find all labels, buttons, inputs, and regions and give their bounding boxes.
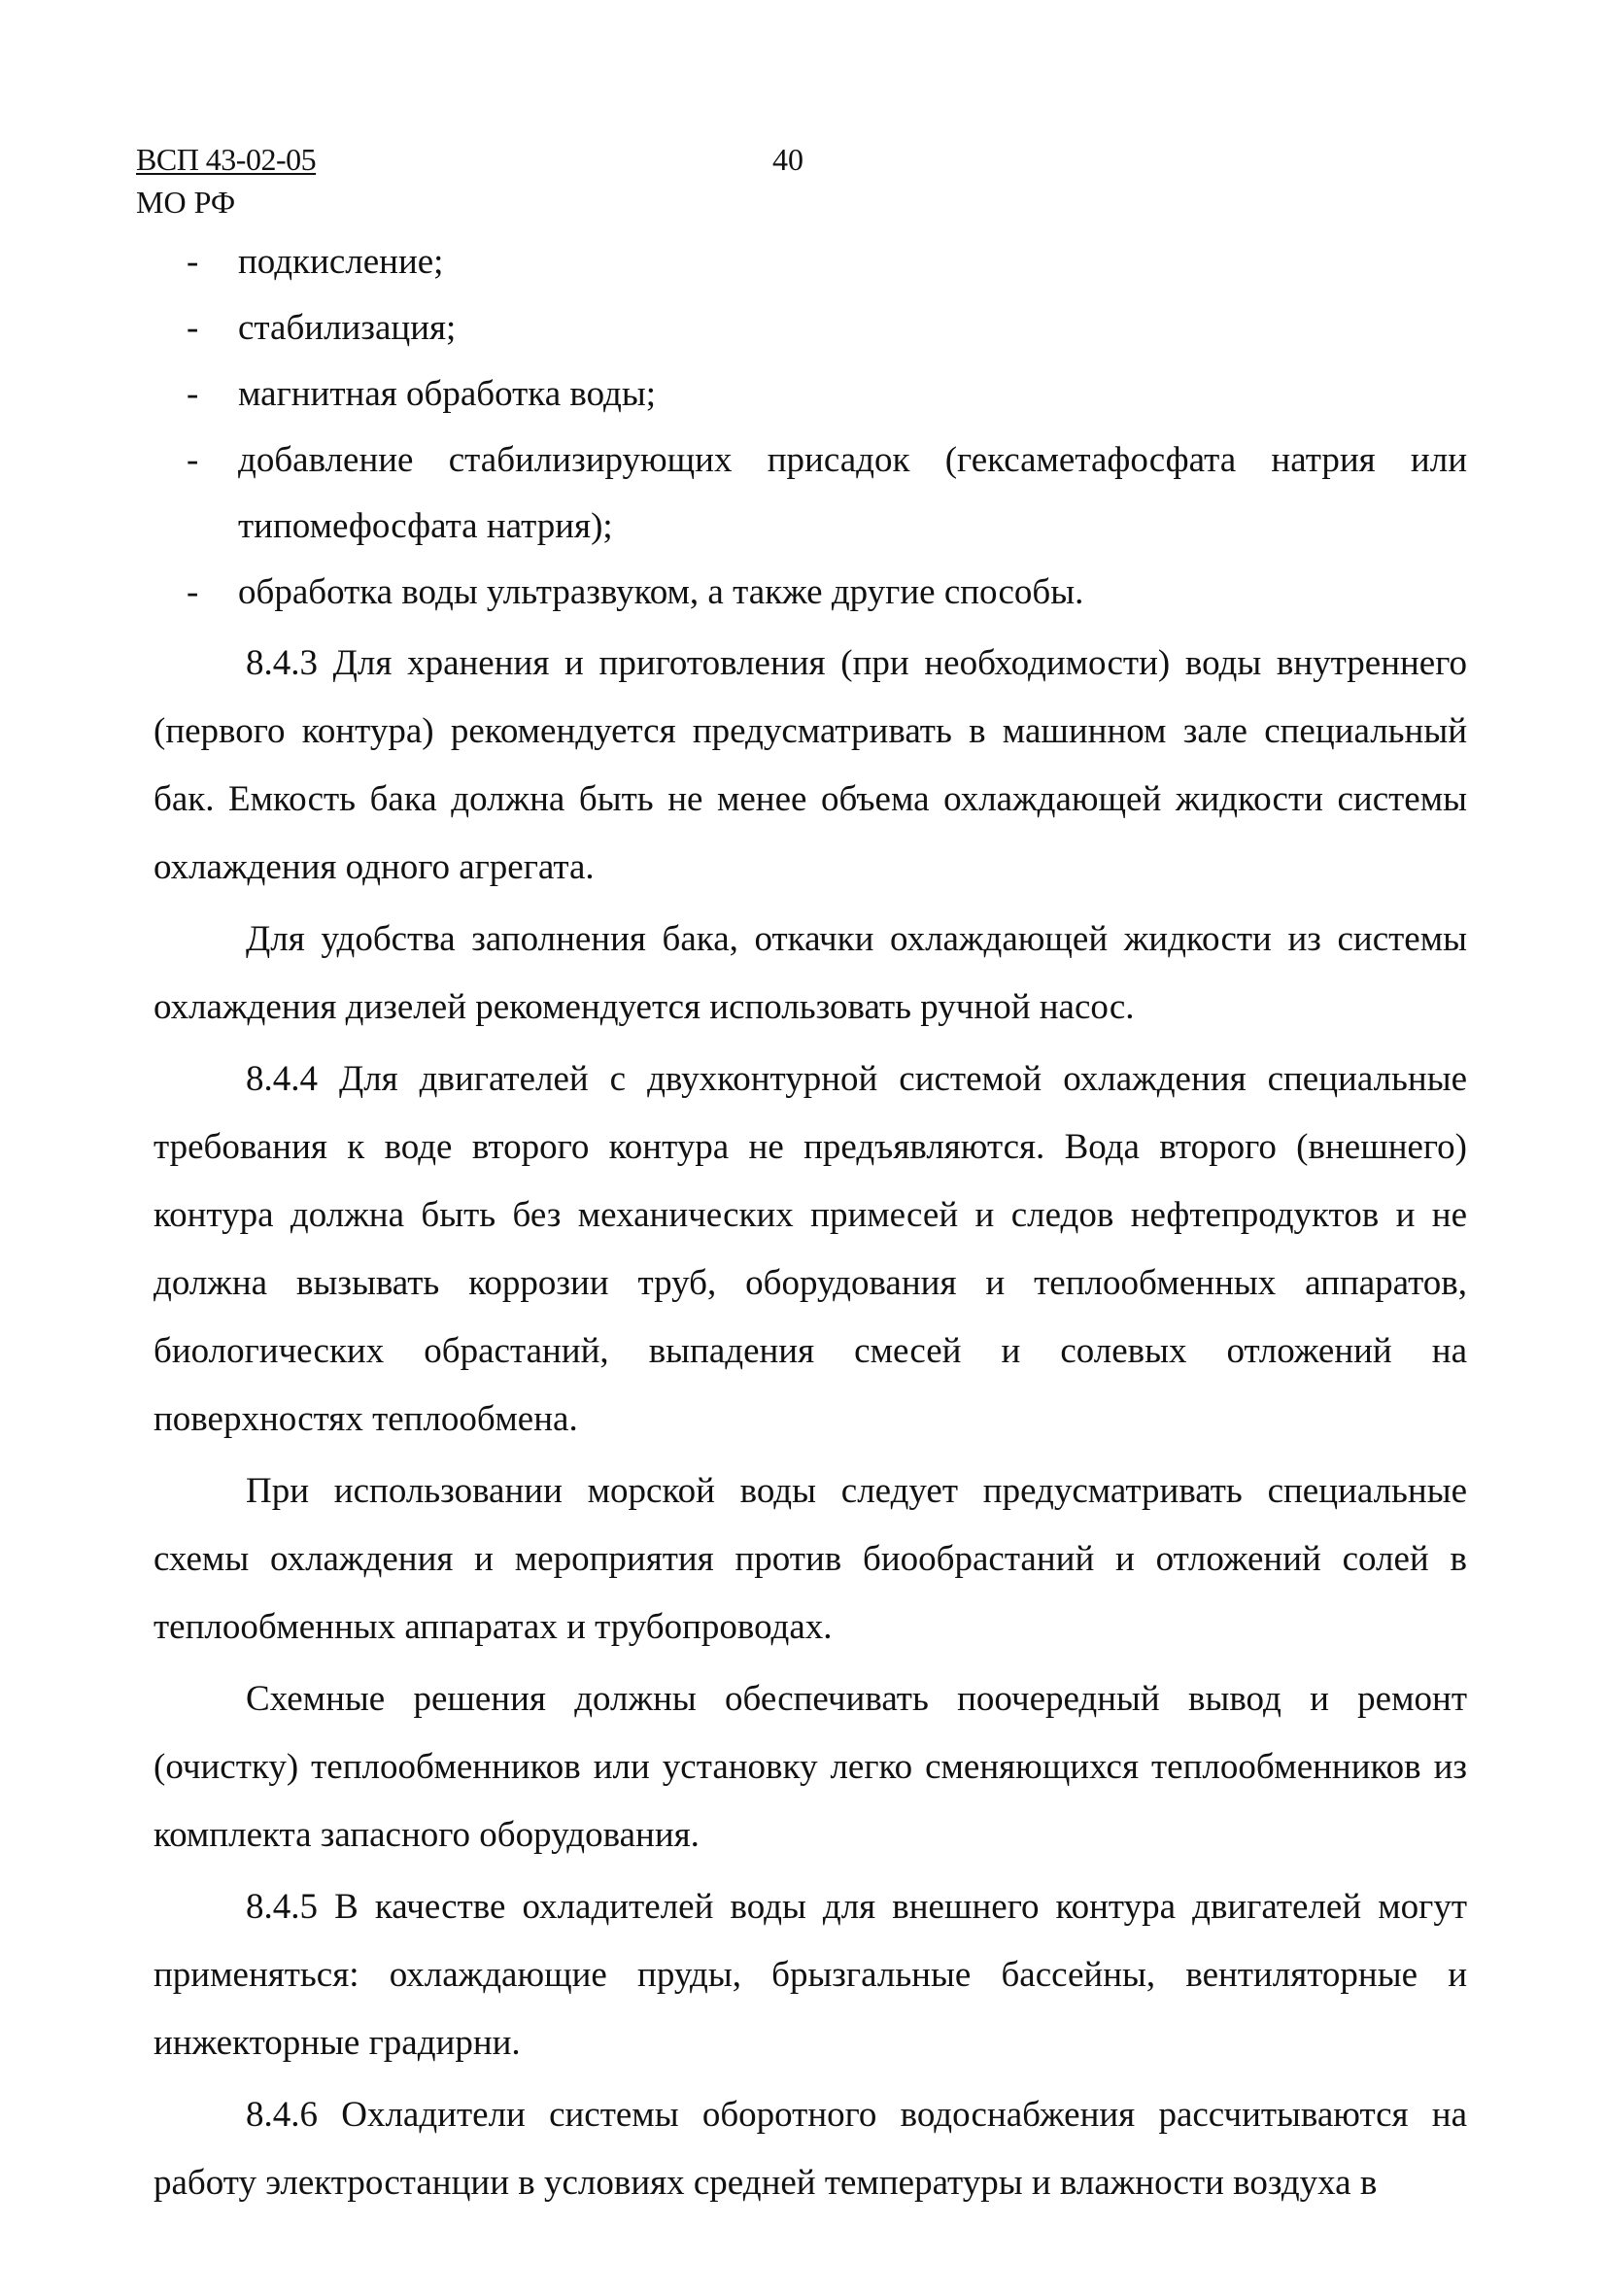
paragraph-8-4-6: 8.4.6 Охладители системы оборотного водоснабжения рассчитываются на работу электростанции в условиях средней температуры и влажности воздуха в: [154, 2095, 1467, 2203]
bullet-dash: -: [187, 242, 199, 282]
body-text: [154, 630, 1467, 2217]
document-code: ВСП 43-02-05: [136, 142, 317, 177]
list-item-text: обработка воды ультразвуком, а также другие способы.: [238, 572, 1084, 612]
list-item-text: стабилизация;: [238, 308, 457, 348]
paragraph-8-4-3: 8.4.3 Для хранения и приготовления (при необходимости) воды внутреннего (первого контура) рекомендуется предусматривать в машинном зале специальный бак. Емкость бака должна быть не менее объема охлаждающей жидкости системы охлаждения одного агрегата.: [154, 643, 1467, 887]
paragraph-8-4-4: 8.4.4 Для двигателей с двухконтурной системой охлаждения специальные требования к воде второго контура не предъявляются. Вода второго (внешнего) контура должна быть без механических примесей и следов нефтепродуктов и не должна вызывать коррозии труб, оборудования и теплообменных аппаратов, биологических обрастаний, выпадения смесей и солевых отложений на поверхностях теплообмена.: [154, 1059, 1467, 1439]
list-item-text: подкисление;: [238, 242, 444, 282]
page-number: 40: [772, 142, 803, 177]
paragraph-sea-water: При использовании морской воды следует предусматривать специальные схемы охлаждения и мероприятия против биообрастаний и отложений солей в теплообменных аппаратах и трубопроводах.: [154, 1471, 1467, 1647]
bullet-dash: -: [187, 308, 199, 348]
bullet-dash: -: [187, 374, 199, 414]
paragraph-scheme-solutions: Схемные решения должны обеспечивать поочередный вывод и ремонт (очистку) теплообменников или установку легко сменяющихся теплообменников из комплекта запасного оборудования.: [154, 1679, 1467, 1855]
document-organization: МО РФ: [136, 185, 236, 220]
list-item: [175, 361, 1467, 428]
list-item: [175, 229, 1467, 295]
bullet-list: [175, 229, 1467, 626]
list-item: [175, 295, 1467, 361]
list-item-text: добавление стабилизирующих присадок (гексаметафосфата натрия или типомефосфата натрия);: [238, 440, 1467, 546]
list-item: [175, 428, 1467, 560]
bullet-dash: -: [187, 440, 199, 480]
bullet-dash: -: [187, 572, 199, 612]
paragraph-8-4-5: 8.4.5 В качестве охладителей воды для внешнего контура двигателей могут применяться: охлаждающие пруды, брызгальные бассейны, вентиляторные и инжекторные градирни.: [154, 1887, 1467, 2063]
list-item-text: магнитная обработка воды;: [238, 374, 656, 414]
list-item: [175, 560, 1467, 626]
paragraph-pump: Для удобства заполнения бака, откачки охлаждающей жидкости из системы охлаждения дизелей рекомендуется использовать ручной насос.: [154, 919, 1467, 1027]
